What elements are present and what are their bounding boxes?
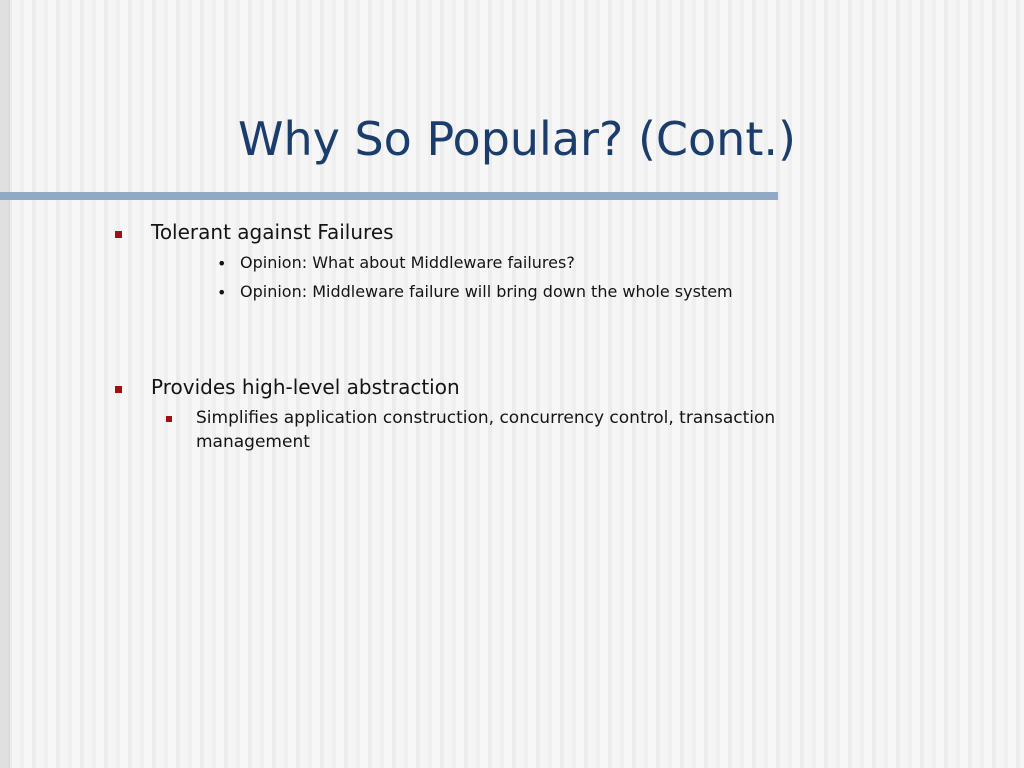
sub-bullet-simplifies: Simplifies application construction, concurrency control, transaction management: [196, 408, 776, 452]
bullet-marker-square-icon: [115, 386, 122, 393]
slide-title: Why So Popular? (Cont.): [238, 112, 796, 166]
sub-bullet-middleware-failures: Opinion: What about Middleware failures?: [240, 253, 575, 272]
bullet-marker-square-icon: [115, 231, 122, 238]
bullet-marker-dot-icon: •: [217, 283, 227, 302]
title-divider: [0, 192, 778, 200]
sub-bullet-middleware-bring-down: Opinion: Middleware failure will bring down the whole system: [240, 282, 733, 301]
bullet-high-level-abstraction: Provides high-level abstraction: [151, 375, 460, 399]
bullet-marker-dot-icon: •: [217, 254, 227, 273]
sub-bullet-marker-square-icon: [166, 416, 172, 422]
bullet-tolerant-failures: Tolerant against Failures: [151, 220, 394, 244]
